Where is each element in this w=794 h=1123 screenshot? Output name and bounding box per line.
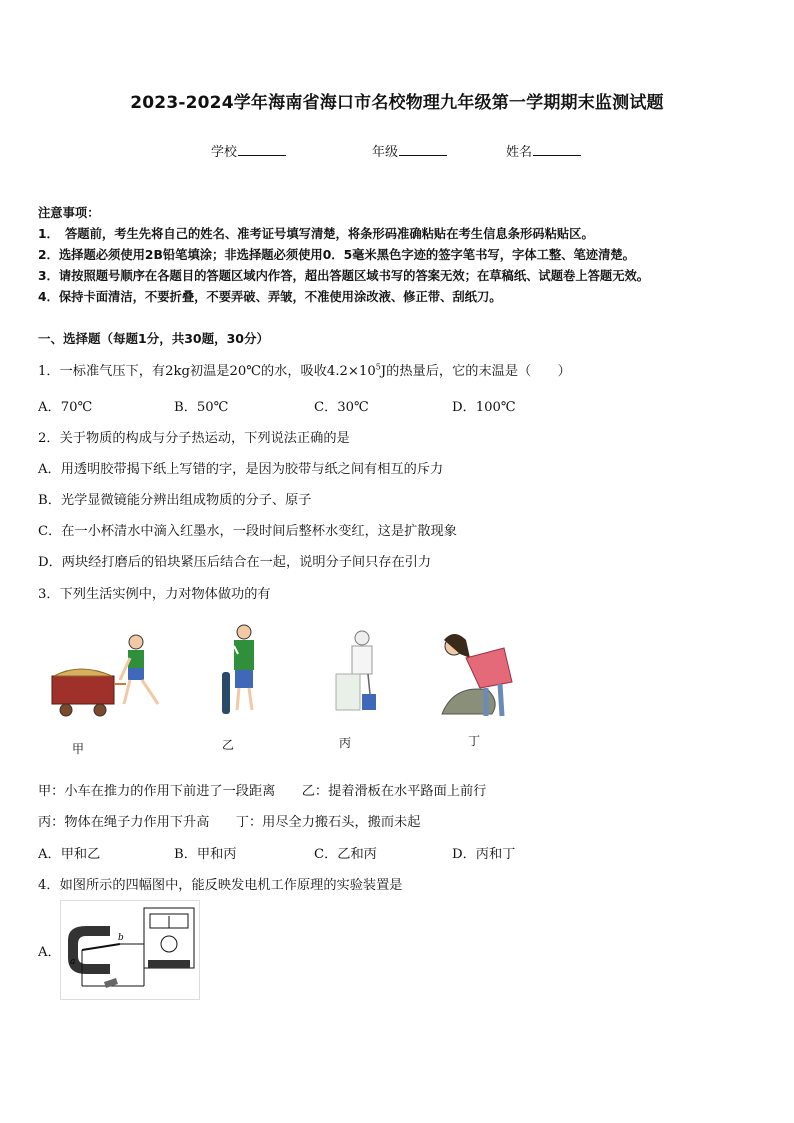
- q3-illustrations: [40, 618, 540, 768]
- grade-field: [372, 141, 447, 160]
- notice-item: 1． 答题前，考生先将自己的姓名、准考证号填写清楚，将条形码准确粘贴在考生信息条形码粘贴区。: [38, 227, 594, 241]
- q3-description-2: 丙：物体在绳子力作用下升高 丁：用尽全力搬石头，搬而未起: [38, 815, 421, 830]
- q2-stem: 2．关于物质的构成与分子热运动，下列说法正确的是: [38, 431, 350, 446]
- generator-experiment-diagram: [60, 900, 200, 1000]
- q1-stem-b: J的热量后，它的末温是（ ）: [380, 364, 571, 379]
- q1-stem: [38, 360, 571, 379]
- rope-lifting-figure: [336, 631, 376, 710]
- section-heading: 一、选择题（每题1分，共30题，30分）: [38, 331, 269, 346]
- school-label: 学校: [211, 145, 238, 160]
- conductor-rod: [82, 944, 120, 950]
- q2-option-a[interactable]: A．用透明胶带揭下纸上写错的字，是因为胶带与纸之间有相互的斥力: [38, 462, 444, 477]
- q3-label-ding: 丁: [468, 734, 481, 748]
- q1-option-c[interactable]: C．30℃: [314, 400, 369, 415]
- q3-label-jia: 甲: [72, 742, 85, 756]
- notice-item: 3．请按照题号顺序在各题目的答题区域内作答，超出答题区域书写的答案无效；在草稿纸、试题卷上答题无效。: [38, 269, 650, 283]
- q3-label-yi: 乙: [222, 738, 235, 752]
- label-a: a: [70, 957, 76, 967]
- notice-heading: 注意事项：: [38, 206, 100, 220]
- q1-exponent: 5: [375, 362, 381, 372]
- q3-description-1: 甲：小车在推力的作用下前进了一段距离 乙：提着滑板在水平路面上前行: [38, 784, 487, 799]
- school-field: [211, 141, 286, 160]
- q3-stem: 3．下列生活实例中，力对物体做功的有: [38, 587, 271, 602]
- q1-option-b[interactable]: B．50℃: [174, 400, 229, 415]
- q4-stem: 4．如图所示的四幅图中，能反映发电机工作原理的实验装置是: [38, 878, 403, 893]
- school-blank[interactable]: [238, 143, 286, 156]
- page-title: 2023-2024学年海南省海口市名校物理九年级第一学期期末监测试题: [130, 93, 664, 113]
- notice-item: 2．选择题必须使用2B铅笔填涂；非选择题必须使用0．5毫米黑色字迹的签字笔书写，字体工整、笔迹清楚。: [38, 248, 635, 262]
- q1-option-a[interactable]: A．70℃: [38, 400, 93, 415]
- q4-option-a-label[interactable]: A．: [38, 945, 61, 960]
- q3-option-a[interactable]: A．甲和乙: [38, 847, 101, 862]
- q2-option-d[interactable]: D．两块经打磨后的铅块紧压后结合在一起，说明分子间只存在引力: [38, 555, 432, 570]
- q2-option-c[interactable]: C．在一小杯清水中滴入红墨水，一段时间后整杯水变红，这是扩散现象: [38, 524, 457, 539]
- grade-label: 年级: [372, 145, 399, 160]
- q1-stem-a: 1．一标准气压下，有2kg初温是20℃的水，吸收4.2×10: [38, 364, 376, 379]
- q3-label-bing: 丙: [339, 736, 352, 750]
- skateboard-carrying-figure: [222, 625, 254, 714]
- stone-lifting-figure: [442, 634, 512, 716]
- name-field: [506, 141, 581, 160]
- name-blank[interactable]: [533, 143, 581, 156]
- q3-option-c[interactable]: C．乙和丙: [314, 847, 377, 862]
- label-b: b: [118, 933, 124, 943]
- cart-pushing-figure: [52, 635, 158, 716]
- q2-option-b[interactable]: B．光学显微镜能分辨出组成物质的分子、原子: [38, 493, 312, 508]
- q3-option-b[interactable]: B．甲和丙: [174, 847, 237, 862]
- q1-option-d[interactable]: D．100℃: [452, 400, 516, 415]
- q3-option-d[interactable]: D．丙和丁: [452, 847, 516, 862]
- grade-blank[interactable]: [399, 143, 447, 156]
- notice-item: 4．保持卡面清洁，不要折叠，不要弄破、弄皱，不准使用涂改液、修正带、刮纸刀。: [38, 290, 502, 304]
- name-label: 姓名: [506, 145, 533, 160]
